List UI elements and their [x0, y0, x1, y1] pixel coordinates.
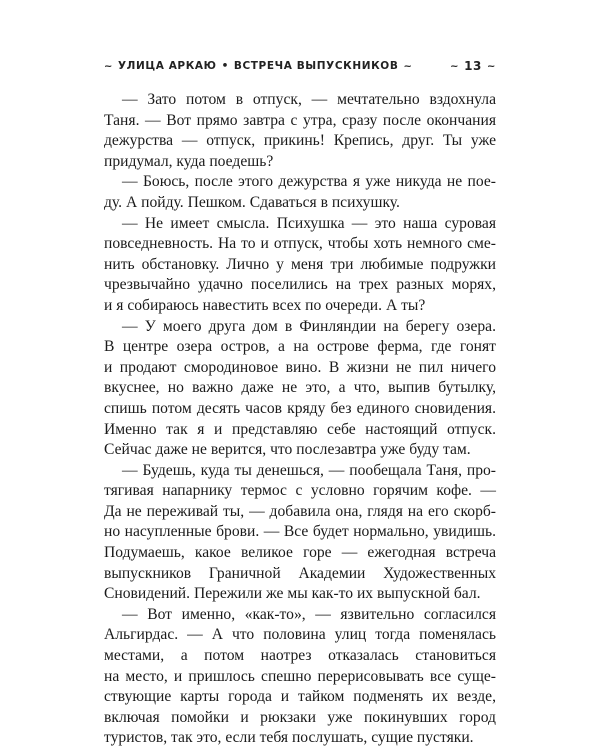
text-line: — Боюсь, после этого дежурства я уже никуда не пое-: [122, 173, 496, 191]
text-line: Альгирдас. — А что половина улиц тогда поменялась: [104, 626, 496, 644]
text-line: Подумаешь, какое великое горе — ежегодная встреча: [104, 544, 496, 562]
text-line: — Зато потом в отпуск, — мечтательно вздохнула: [122, 91, 496, 108]
text-line: придумал, куда поедешь?: [104, 152, 274, 170]
text-line: чрезвычайно удачно поселились на трех разных морях,: [104, 276, 496, 294]
header-separator: •: [221, 60, 229, 72]
text-line: ствующие карты города и тайком подменять их везде,: [104, 688, 496, 706]
text-line: тягивая напарнику термос с условно горячим кофе. —: [104, 482, 496, 500]
text-line: — Будешь, куда ты денешься, — пообещала Таня, про-: [122, 461, 496, 479]
text-line: В центре озера остров, а на острове ферма, где гонят: [104, 338, 496, 356]
text-line: Таня. — Вот прямо завтра с утра, сразу после окончания: [104, 111, 496, 129]
text-line: и продают смородиновое вино. В жизни не пил ничего: [104, 358, 496, 376]
text-line: и я собираюсь навестить всех по очереди. А ты?: [104, 296, 426, 314]
text-line: выпускников Граничной Академии Художественных: [104, 564, 496, 582]
text-line: Сновидений. Пережили же мы как-то их выпускной бал.: [104, 585, 481, 603]
running-header: [104, 58, 496, 74]
text-line: нить обстановку. Лично у меня три любимые подружки: [104, 255, 496, 273]
text-line: на место, и пришлось спешно перерисовывать все суще-: [104, 667, 496, 685]
text-line: — Не имеет смысла. Психушка — это наша суровая: [122, 214, 496, 232]
header-book-title: УЛИЦА АРКАЮ: [117, 60, 217, 72]
header-chapter-title: ВСТРЕЧА ВЫПУСКНИКОВ: [233, 60, 399, 72]
text-line: повседневность. На то и отпуск, чтобы хоть немного сме-: [104, 235, 496, 253]
header-decor-left: ~: [104, 60, 113, 72]
text-line: дежурства — отпуск, прикинь! Крепись, друг. Ты уже: [104, 132, 496, 150]
text-line: ду. А пойду. Пешком. Сдаваться в психушку.: [104, 193, 400, 211]
text-line: местами, а потом наотрез отказалась становиться: [104, 647, 496, 665]
header-left: [104, 60, 412, 72]
text-line: спишь потом десять часов кряду без единого сновидения.: [104, 399, 496, 417]
text-line: Сейчас даже не верится, что послезавтра уже буду там.: [104, 441, 471, 459]
text-line: включая помойки и рюкзаки уже покинувших город: [104, 708, 496, 726]
text-line: вкуснее, но важно даже не это, а что, выпив бутылку,: [104, 379, 496, 397]
body-text: [104, 90, 496, 749]
text-line: — Вот именно, «как-то», — язвительно согласился: [122, 605, 496, 623]
text-line: Да не переживай ты, — добавила она, глядя на его скорб-: [104, 502, 496, 520]
header-right: [450, 59, 496, 73]
text-line: — У моего друга дом в Финляндии на берегу озера.: [122, 317, 496, 335]
page-number-decor-right: ~: [487, 60, 496, 72]
header-decor-mid: ~: [403, 60, 413, 72]
text-line: Именно так я и представляю себе настоящий отпуск.: [104, 420, 496, 438]
page-number-decor-left: ~: [450, 60, 460, 72]
page-number: 13: [464, 59, 483, 73]
text-line: но насупленные брови. — Все будет нормально, увидишь.: [104, 523, 496, 541]
text-line: туристов, так это, если тебя послушать, сущие пустяки.: [104, 729, 474, 747]
